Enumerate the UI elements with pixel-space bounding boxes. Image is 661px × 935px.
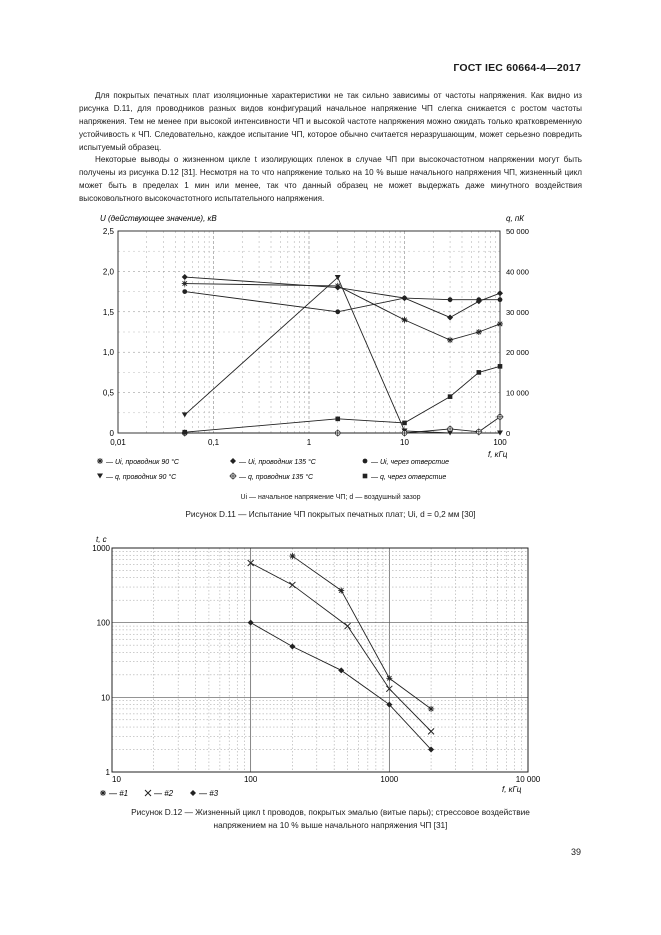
y2-tick-label: 50 000 bbox=[506, 227, 529, 236]
y-axis-label: U (действующее значение), кВ bbox=[100, 214, 217, 223]
legend-marker-5-cross bbox=[230, 473, 237, 480]
y-tick-label: 1,0 bbox=[102, 348, 114, 358]
data-point-s3 bbox=[182, 289, 187, 294]
y-tick-label: 0,5 bbox=[102, 388, 114, 398]
figure-d12-chart bbox=[0, 528, 661, 810]
figure-d12-caption-line2: напряжением на 10 % выше начального напряжения ЧП [31] bbox=[213, 820, 448, 830]
data-point-s2 bbox=[335, 285, 341, 291]
legend-label-5: — q, проводник 135 °C bbox=[239, 474, 314, 481]
legend-marker-1 bbox=[97, 458, 103, 464]
y-tick-label: 1000 bbox=[92, 544, 110, 553]
x-tick-label: 0,01 bbox=[110, 438, 126, 447]
y-tick-label: 1,5 bbox=[102, 307, 114, 317]
data-point-s3 bbox=[338, 667, 344, 673]
legend-marker-2 bbox=[230, 458, 236, 464]
data-point-s1 bbox=[386, 675, 392, 681]
legend-label-3: — #3 bbox=[199, 789, 219, 798]
y2-tick-label: 10 000 bbox=[506, 388, 529, 398]
figure-d12-caption-line1: Рисунок D.12 — Жизненный цикл t проводов, покрытых эмалью (витые пары); стрессовое воздействие bbox=[131, 807, 530, 817]
data-point-s1 bbox=[447, 337, 453, 343]
series-line-1 bbox=[185, 284, 500, 341]
x-tick-label: 100 bbox=[243, 775, 258, 784]
series-line-3 bbox=[251, 623, 431, 750]
data-point-s3 bbox=[476, 297, 481, 302]
data-point-s2 bbox=[497, 290, 503, 296]
legend-marker-3 bbox=[363, 459, 368, 464]
data-point-s5-cross bbox=[401, 430, 408, 437]
data-point-s3 bbox=[448, 297, 453, 302]
series-line-1 bbox=[292, 556, 431, 709]
x-tick-label: 0,1 bbox=[207, 438, 220, 447]
data-point-s2 bbox=[428, 728, 434, 734]
y2-tick-label: 20 000 bbox=[506, 348, 529, 358]
y2-tick-label: 30 000 bbox=[506, 307, 529, 317]
legend-label-6: — q, через отверстие bbox=[371, 474, 447, 481]
data-point-s1 bbox=[338, 587, 344, 593]
series-line-6 bbox=[185, 366, 500, 432]
legend-marker-1 bbox=[100, 790, 106, 796]
x-tick-label: 10 000 bbox=[515, 775, 541, 784]
x-axis-label: f, кГц bbox=[502, 785, 522, 794]
legend-label-2: — #2 bbox=[154, 789, 174, 798]
y-tick-label: 100 bbox=[96, 618, 110, 628]
data-point-s6 bbox=[402, 421, 407, 426]
figure-d11-chart bbox=[0, 205, 661, 505]
data-point-s4 bbox=[182, 412, 188, 417]
x-tick-label: 10 bbox=[400, 438, 409, 447]
data-point-s3 bbox=[402, 296, 407, 301]
data-point-s3 bbox=[289, 643, 295, 649]
data-point-s1 bbox=[428, 706, 434, 712]
data-point-s2 bbox=[182, 274, 188, 280]
y-tick-label: 2,5 bbox=[102, 227, 114, 236]
data-point-s5-cross bbox=[334, 430, 341, 437]
data-point-s3 bbox=[248, 620, 254, 626]
y2-axis-label: q, пК bbox=[506, 214, 525, 223]
legend-marker-2 bbox=[145, 790, 151, 796]
y-tick-label: 0 bbox=[109, 429, 114, 438]
data-point-s6 bbox=[335, 417, 340, 422]
paragraph-2: Некоторые выводы о жизненном цикле t изолирующих пленок в случае ЧП при высокочастотном напряжении могут быть получены из рисунка D.12 [31]. Несмотря на то что напряжение только на 10 % выше начального напряжения ЧП, жизненный цикл может быть в пределах 1 мин или менее, так что данный образец не может выдержать даже минутного воздействия высоковольтного высокочастотного испытательного напряжения. bbox=[79, 155, 582, 203]
legend-marker-6 bbox=[363, 474, 368, 479]
data-point-s2 bbox=[345, 623, 351, 629]
series-line-4 bbox=[185, 277, 500, 433]
data-point-s1 bbox=[182, 281, 188, 287]
y2-tick-label: 0 bbox=[506, 429, 511, 438]
data-point-s2 bbox=[447, 314, 453, 320]
data-point-s1 bbox=[289, 553, 295, 559]
data-point-s6 bbox=[477, 370, 482, 375]
page-number: 39 bbox=[570, 847, 581, 857]
x-tick-label: 1 bbox=[306, 438, 312, 447]
series-line-2 bbox=[185, 277, 500, 317]
y-tick-label: 1 bbox=[105, 768, 110, 777]
y-tick-label: 2,0 bbox=[102, 267, 114, 277]
data-point-s1 bbox=[476, 329, 482, 335]
data-point-s6 bbox=[448, 394, 453, 399]
figure-d11-caption: Рисунок D.11 — Испытание ЧП покрытых печатных плат; Ui, d = 0,2 мм [30] bbox=[185, 509, 476, 519]
paragraph-1: Для покрытых печатных плат изоляционные характеристики не так сильно зависимы от частоты напряжения. Как видно из рисунка D.11, для проводников разных видов конфигураций начальное напряжение ЧП слегка снижается с ростом частоты напряжения. Тем не менее при высокой интенсивности ЧП и высокой частоте напряжения можно ожидать только кратковременную устойчивость к ЧП. Следовательно, каждое испытание ЧП, которое обычно считается неразрушающим, может серьезно повредить испытуемый образец. bbox=[79, 91, 582, 152]
series-line-3 bbox=[185, 292, 500, 312]
data-point-s6 bbox=[498, 364, 503, 369]
y2-tick-label: 40 000 bbox=[506, 267, 529, 277]
x-tick-label: 1000 bbox=[380, 775, 399, 784]
data-point-s5-cross bbox=[475, 428, 482, 435]
data-point-s1 bbox=[497, 321, 503, 327]
data-point-s1 bbox=[402, 317, 408, 323]
x-tick-label: 100 bbox=[493, 438, 507, 447]
data-point-s5-cross bbox=[497, 413, 504, 420]
legend-label-1: — Ui, проводник 90 °C bbox=[106, 459, 179, 466]
y-tick-label: 10 bbox=[101, 693, 110, 703]
y-axis-label: t, с bbox=[96, 535, 107, 544]
legend-label-3: — Ui, через отверстие bbox=[371, 459, 449, 466]
x-axis-label: f, кГц bbox=[488, 450, 508, 459]
legend-label-1: — #1 bbox=[109, 789, 129, 798]
standard-header: ГОСТ IEC 60664-4—2017 bbox=[453, 62, 581, 74]
legend-label-4: — q, проводник 90 °C bbox=[106, 474, 177, 481]
legend-marker-3 bbox=[190, 790, 196, 796]
data-point-s6 bbox=[182, 430, 187, 435]
data-point-s3 bbox=[335, 309, 340, 314]
x-tick-label: 10 bbox=[112, 775, 121, 784]
figure-d11-note: Ui — начальное напряжение ЧП; d — воздушный зазор bbox=[240, 494, 421, 501]
data-point-s3 bbox=[498, 297, 503, 302]
legend-label-2: — Ui, проводник 135 °C bbox=[239, 459, 316, 466]
legend-marker-4 bbox=[97, 474, 103, 479]
